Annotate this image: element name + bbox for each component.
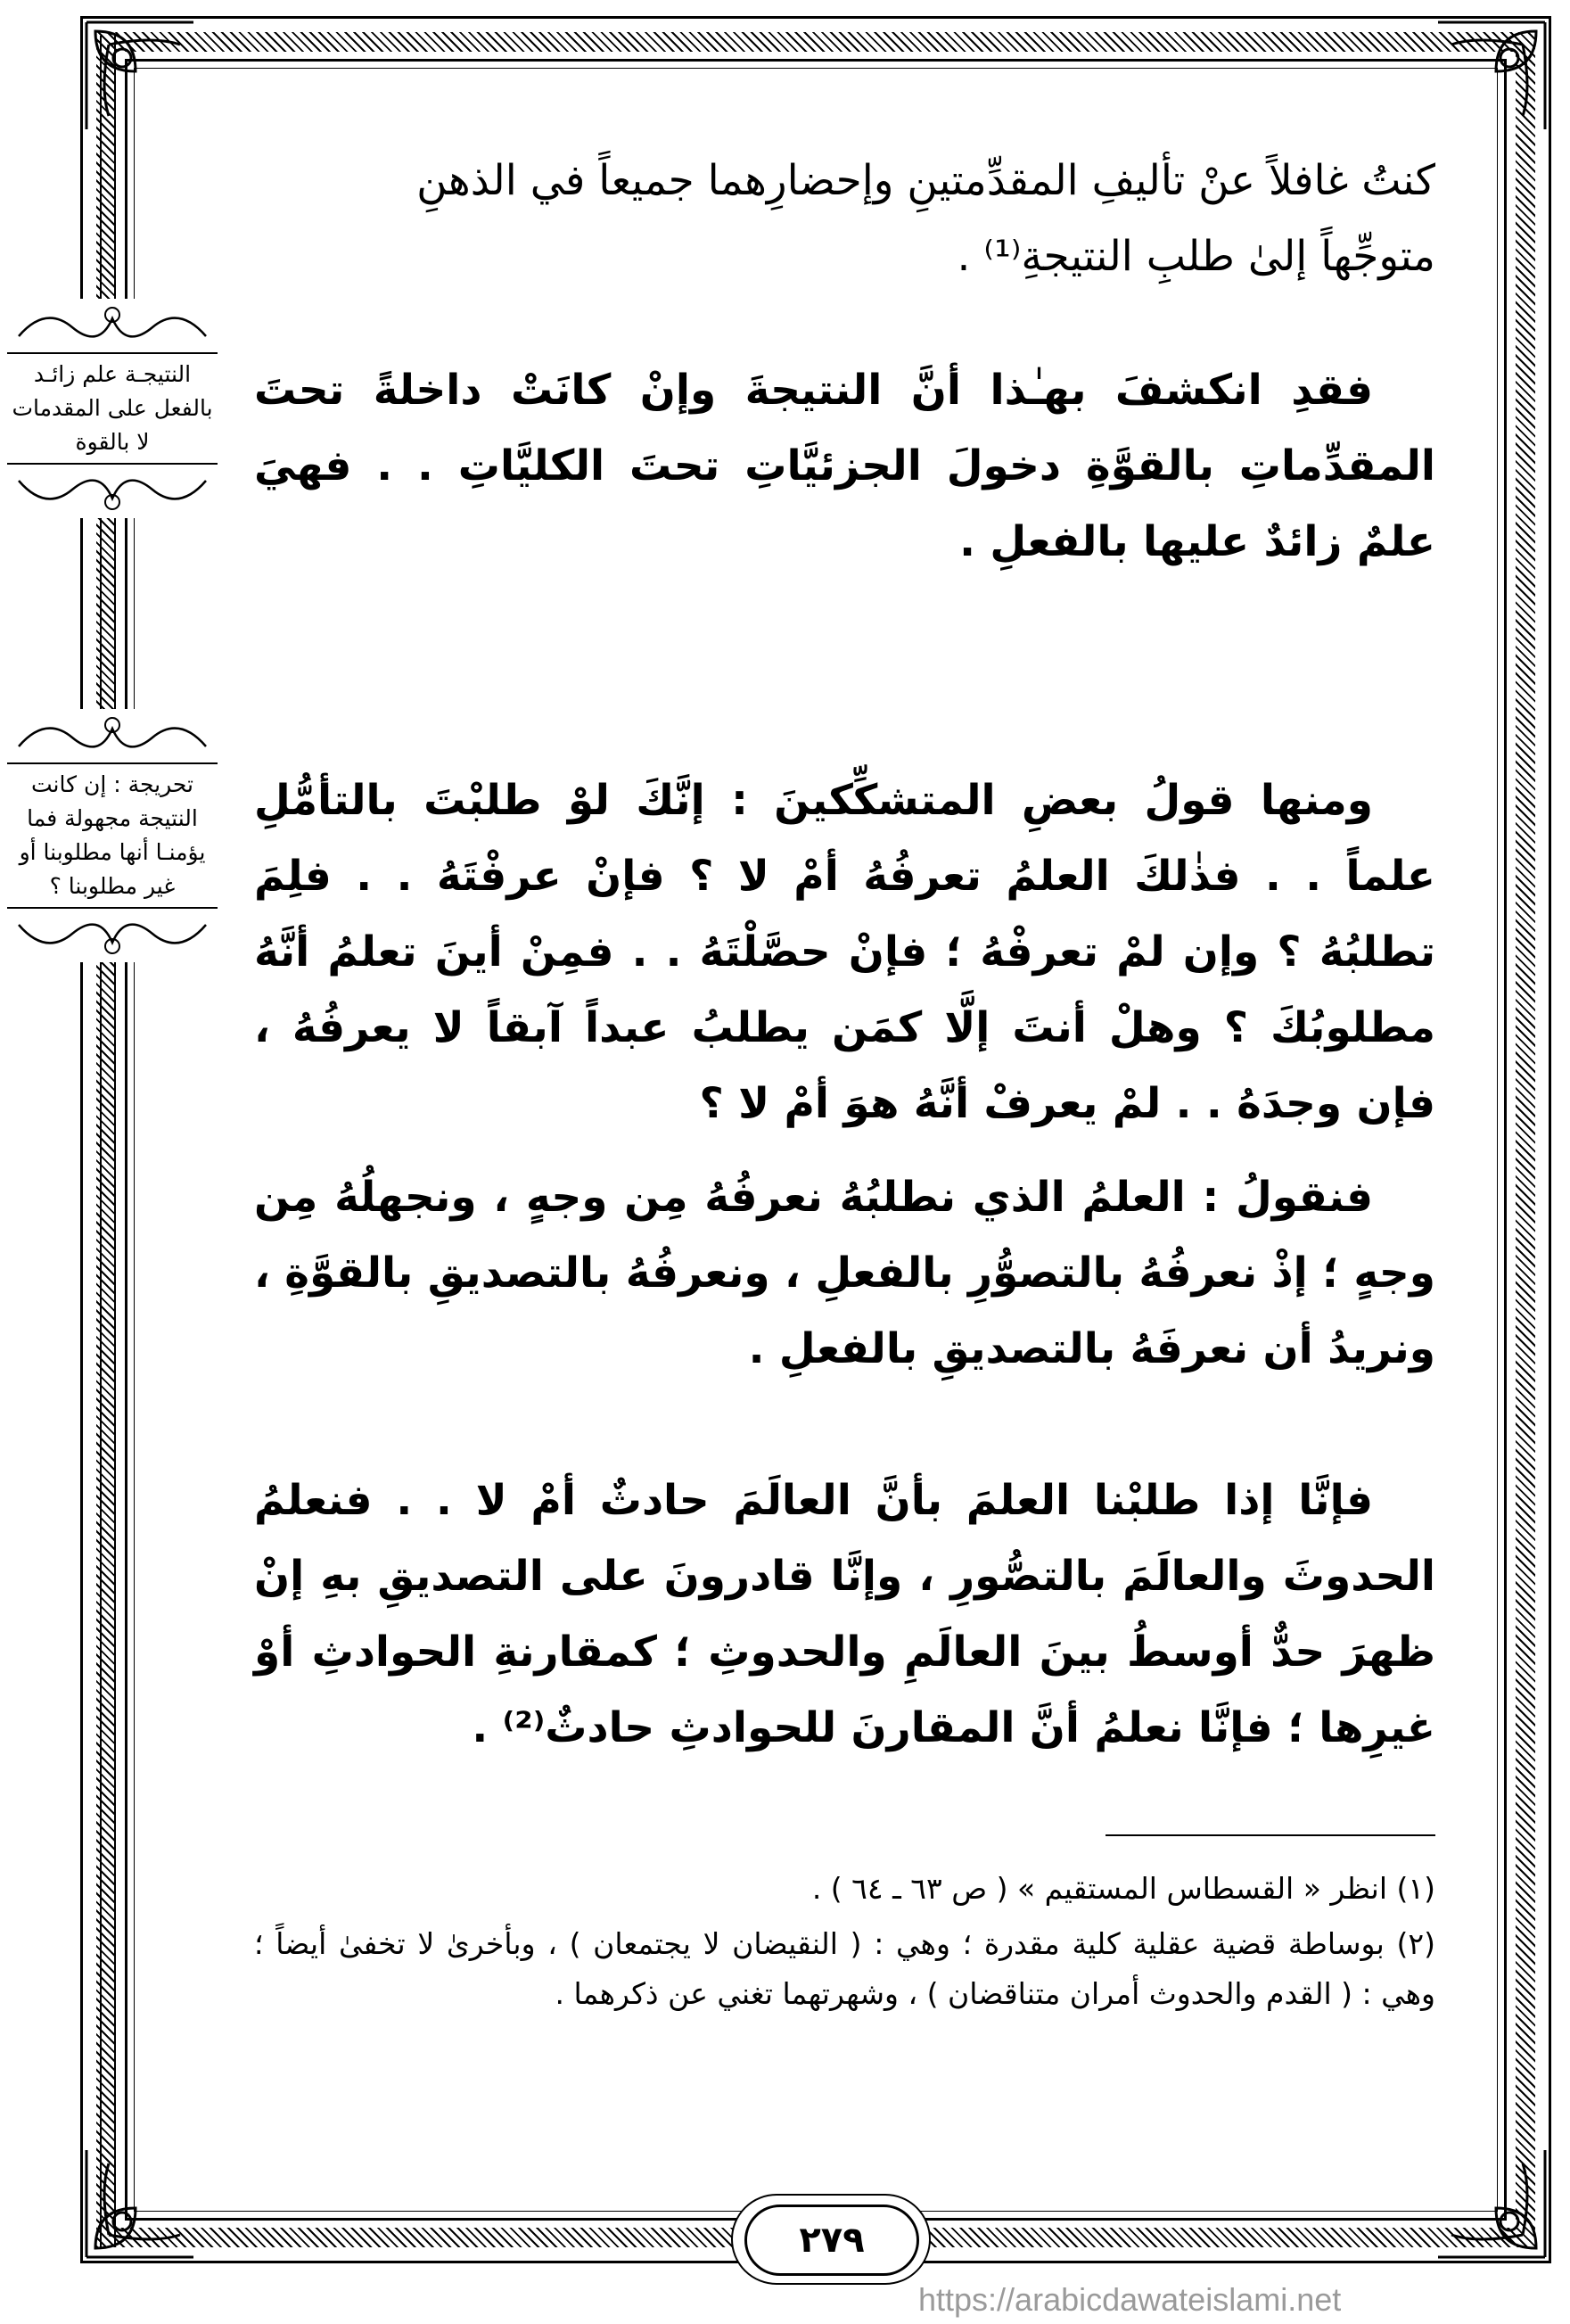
corner-ornament-icon xyxy=(1434,2146,1549,2262)
margin-note xyxy=(7,709,218,962)
note-ornament-icon xyxy=(7,909,218,962)
note-ornament-icon xyxy=(7,465,218,518)
paragraph-3 xyxy=(254,762,1435,1141)
footnote-2: (٢) بوساطة قضية عقلية كلية مقدرة ؛ وهي : ( النقيضان لا يجتمعان ) ، وبأخرىٰ لا تخفىٰ أيضاً ؛ وهي : ( القدم والحدوث أمران متناقضان ) ، وشهرتهما تغني عن ذكرهما . xyxy=(254,1926,1435,2011)
margin-note xyxy=(7,299,218,518)
paragraph-text: فقدِ انكشفَ بهـٰذا أنَّ النتيجةَ وإنْ كانَتْ داخلةً تحتَ المقدِّماتِ بالقوَّةِ دخولَ الجزئيَّاتِ تحتَ الكليَّاتِ . . فهيَ علمٌ زائدٌ عليها بالفعلِ . xyxy=(254,366,1435,566)
margin-note-text: تحريجة : إن كانت النتيجة مجهولة فما يؤمنـا أنها مطلوبنا أو غير مطلوبنا ؟ xyxy=(7,762,218,909)
page-number: ٢٧٩ xyxy=(744,2205,919,2276)
corner-ornament-icon xyxy=(82,2146,198,2262)
footnotes xyxy=(254,1864,1435,2024)
paragraph-line: كنتُ غافلاً عنْ تأليفِ المقدِّمتينِ وإحضارِهما جميعاً في الذهنِ xyxy=(416,156,1435,205)
paragraph-2 xyxy=(254,352,1435,580)
corner-ornament-icon xyxy=(1434,18,1549,134)
footnote-separator xyxy=(1106,1834,1435,1836)
paragraph-5 xyxy=(254,1463,1435,1766)
corner-ornament-icon xyxy=(82,18,198,134)
paragraph-text: فنقولُ : العلمُ الذي نطلبُهُ نعرفُهُ مِن وجهٍ ، ونجهلُهُ مِن وجهٍ ؛ إذْ نعرفُهُ بالتصوُّرِ بالفعلِ ، ونعرفُهُ بالتصديقِ بالقوَّةِ ، ونريدُ أن نعرفَهُ بالتصديقِ بالفعلِ . xyxy=(254,1173,1435,1373)
note-ornament-icon xyxy=(7,299,218,352)
note-ornament-icon xyxy=(7,709,218,762)
paragraph-text: ومنها قولُ بعضِ المتشكِّكينَ : إنَّكَ لوْ طلبْتَ بالتأمُّلِ علماً . . فذٰلكَ العلمُ تعرفُهُ أمْ لا ؟ فإنْ عرفْتَهُ . . فلِمَ تطلبُهُ ؟ وإن لمْ تعرفْهُ ؛ فإنْ حصَّلْتَهُ . . فمِنْ أينَ تعلمُ أنَّهُ مطلوبُكَ ؟ وهلْ أنتَ إلَّا كمَن يطلبُ عبداً آبقاً لا يعرفُهُ ، فإن وجدَهُ . . لمْ يعرفْ أنَّهُ هوَ أمْ لا ؟ xyxy=(254,776,1435,1128)
paragraph-text: فإنَّا إذا طلبْنا العلمَ بأنَّ العالَمَ حادثٌ أمْ لا . . فنعلمُ الحدوثَ والعالَمَ بالتصُّورِ ، وإنَّا قادرونَ على التصديقِ بهِ إنْ ظهرَ حدٌّ أوسطُ بينَ العالَمِ والحدوثِ ؛ كمقارنةِ الحوادثِ أوْ غيرِها ؛ فإنَّا نعلمُ أنَّ المقارنَ للحوادثِ حادثٌ⁽²⁾ . xyxy=(254,1476,1435,1752)
watermark-url: https://arabicdawateislami.net xyxy=(918,2281,1342,2318)
footnote-1: (١) انظر « القسطاس المستقيم » ( ص ٦٣ ـ ٦٤ ) . xyxy=(811,1871,1435,1906)
paragraph-line: متوجِّهاً إلىٰ طلبِ النتيجةِ⁽¹⁾ . xyxy=(957,232,1435,281)
margin-note-text: النتيجـة علم زائـد بالفعل على المقدمات لا بالقوة xyxy=(7,352,218,465)
paragraph-4 xyxy=(254,1159,1435,1387)
paragraph-1 xyxy=(254,143,1435,294)
